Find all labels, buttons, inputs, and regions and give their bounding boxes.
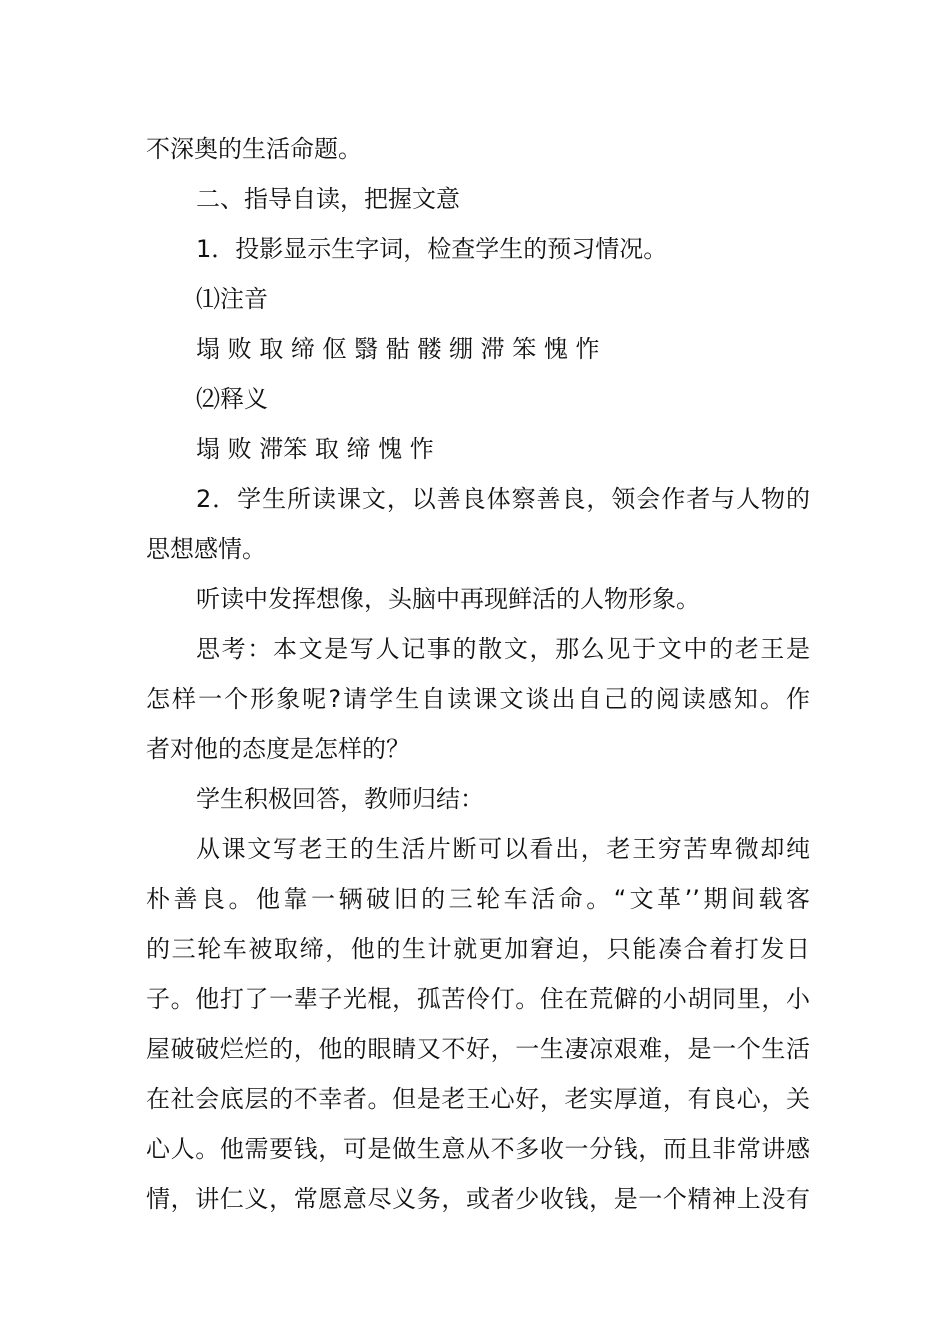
subheading-definition: ⑵释义 — [196, 385, 268, 413]
section-heading: 二、指导自读，把握文意 — [196, 185, 460, 213]
text-line: 屋破破烂烂的，他的眼睛又不好，一生凄凉艰难，是一个生活 — [146, 1035, 810, 1063]
text-line: 怎样一个形象呢?请学生自读课文谈出自己的阅读感知。作 — [146, 685, 810, 713]
text-line: 朴善良。他靠一辆破旧的三轮车活命。“文革’’期间载客 — [146, 885, 810, 913]
vocabulary-list: 塌 败 滞笨 取 缔 愧 怍 — [196, 435, 434, 463]
text-line: 心人。他需要钱，可是做生意从不多收一分钱，而且非常讲感 — [146, 1135, 810, 1163]
text-line: 听读中发挥想像，头脑中再现鲜活的人物形象。 — [196, 585, 700, 613]
text-line: 1．投影显示生字词，检查学生的预习情况。 — [196, 235, 668, 263]
text-line: 学生积极回答，教师归结： — [196, 785, 484, 813]
text-line: 者对他的态度是怎样的？ — [146, 735, 410, 763]
text-line: 情，讲仁义，常愿意尽义务，或者少收钱，是一个精神上没有 — [146, 1185, 810, 1213]
vocabulary-list: 塌 败 取 缔 伛 翳 骷 髅 绷 滞 笨 愧 怍 — [196, 335, 600, 363]
text-line: 的三轮车被取缔，他的生计就更加窘迫，只能凑合着打发日 — [146, 935, 810, 963]
subheading-pronunciation: ⑴注音 — [196, 285, 268, 313]
text-line: 思想感情。 — [146, 535, 266, 563]
document-page — [146, 124, 810, 1224]
text-line: 不深奥的生活命题。 — [146, 135, 362, 163]
text-line: 子。他打了一辈子光棍，孤苦伶仃。住在荒僻的小胡同里，小 — [146, 985, 810, 1013]
text-line: 2．学生所读课文，以善良体察善良，领会作者与人物的 — [196, 485, 810, 513]
text-line: 思考：本文是写人记事的散文，那么见于文中的老王是 — [196, 635, 810, 663]
text-line: 在社会底层的不幸者。但是老王心好，老实厚道，有良心，关 — [146, 1085, 810, 1113]
text-line: 从课文写老王的生活片断可以看出，老王穷苦卑微却纯 — [196, 835, 810, 863]
